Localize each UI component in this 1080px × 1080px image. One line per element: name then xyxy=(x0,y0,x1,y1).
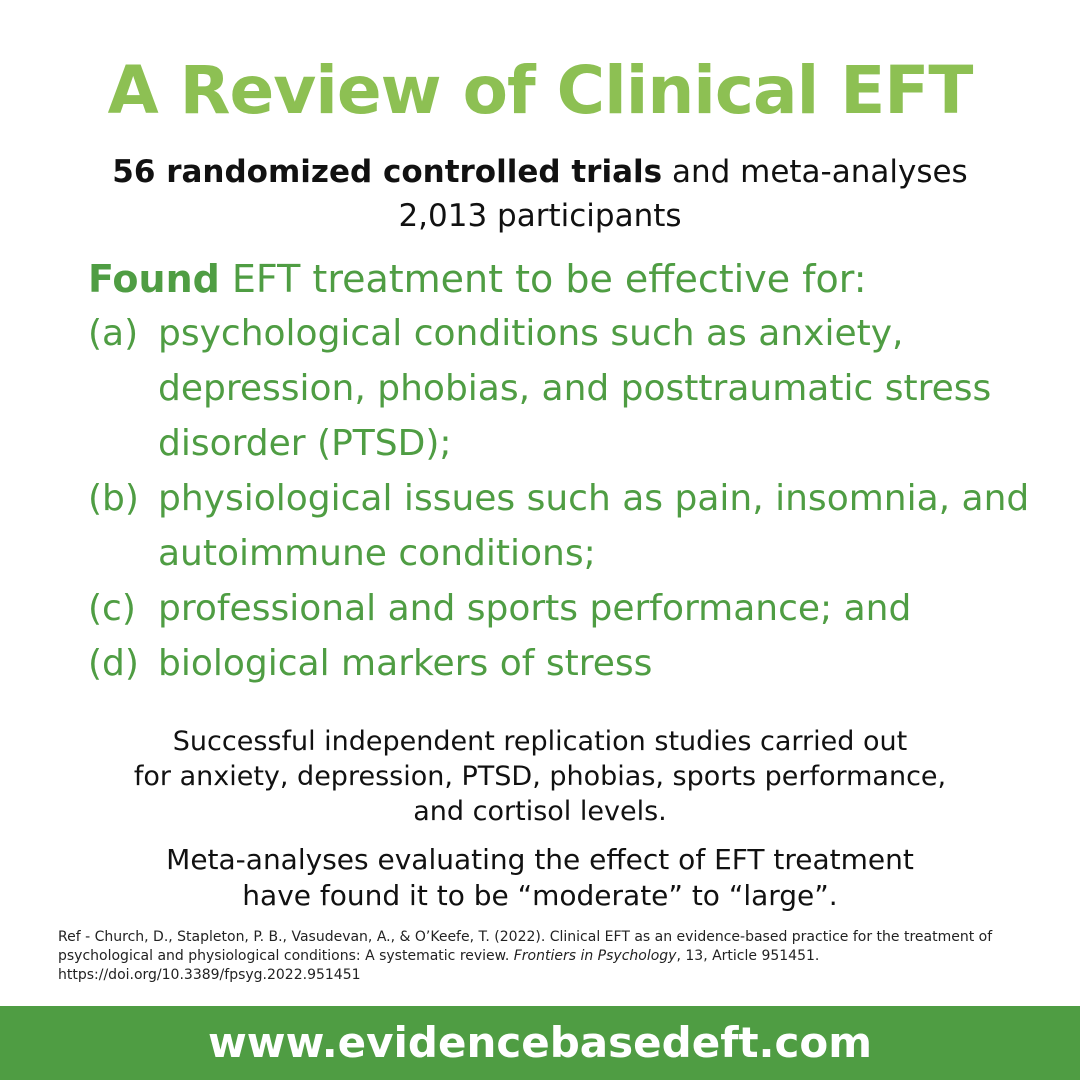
list-item-label: (c) xyxy=(88,588,136,629)
footer-bar xyxy=(0,1006,1080,1080)
trials-count-bold: 56 randomized controlled trials xyxy=(112,154,663,190)
reference-citation xyxy=(58,928,1028,985)
list-item-c xyxy=(88,581,1048,636)
replication-paragraph xyxy=(0,724,1080,829)
reference-authors: Ref - Church, D., Stapleton, P. B., Vasudevan, A., & O’Keefe, T. (2022). Clinical EFT as an evidence-based practice for the treatment of psychological and physiological conditions: A systematic review. xyxy=(58,929,993,964)
list-item-text: professional and sports performance; and xyxy=(158,588,912,629)
list-item-label: (b) xyxy=(88,478,139,519)
replication-line: for anxiety, depression, PTSD, phobias, sports performance, xyxy=(133,761,947,792)
participants-count: 2,013 participants xyxy=(398,198,682,234)
replication-line: and cortisol levels. xyxy=(413,796,667,827)
found-bold: Found xyxy=(88,257,220,301)
page-title: A Review of Clinical EFT xyxy=(107,52,973,129)
found-rest: EFT treatment to be effective for: xyxy=(219,257,867,301)
list-item-a xyxy=(88,306,1048,471)
list-item-label: (a) xyxy=(88,313,139,354)
reference-details: , 13, Article 951451. https://doi.org/10.3389/fpsyg.2022.951451 xyxy=(58,948,820,983)
list-item-text: psychological conditions such as anxiety, depression, phobias, and posttraumatic stress disorder (PTSD); xyxy=(158,313,992,464)
reference-journal: Frontiers in Psychology xyxy=(513,948,677,964)
replication-line: Successful independent replication studies carried out xyxy=(172,726,908,757)
list-item-b xyxy=(88,471,1048,581)
list-item-text: biological markers of stress xyxy=(158,643,653,684)
subtitle-line-1-rest: and meta-analyses xyxy=(662,154,968,190)
subtitle-line-1 xyxy=(0,153,1080,191)
list-item-text: physiological issues such as pain, insomnia, and autoimmune conditions; xyxy=(158,478,1030,574)
meta-analysis-paragraph xyxy=(0,842,1080,914)
meta-line: have found it to be “moderate” to “large”. xyxy=(242,879,838,912)
meta-line: Meta-analyses evaluating the effect of EFT treatment xyxy=(166,843,914,876)
website-url[interactable]: www.evidencebasedeft.com xyxy=(207,1018,873,1067)
list-item-d xyxy=(88,636,1048,691)
found-heading xyxy=(88,254,867,304)
list-item-label: (d) xyxy=(88,643,139,684)
